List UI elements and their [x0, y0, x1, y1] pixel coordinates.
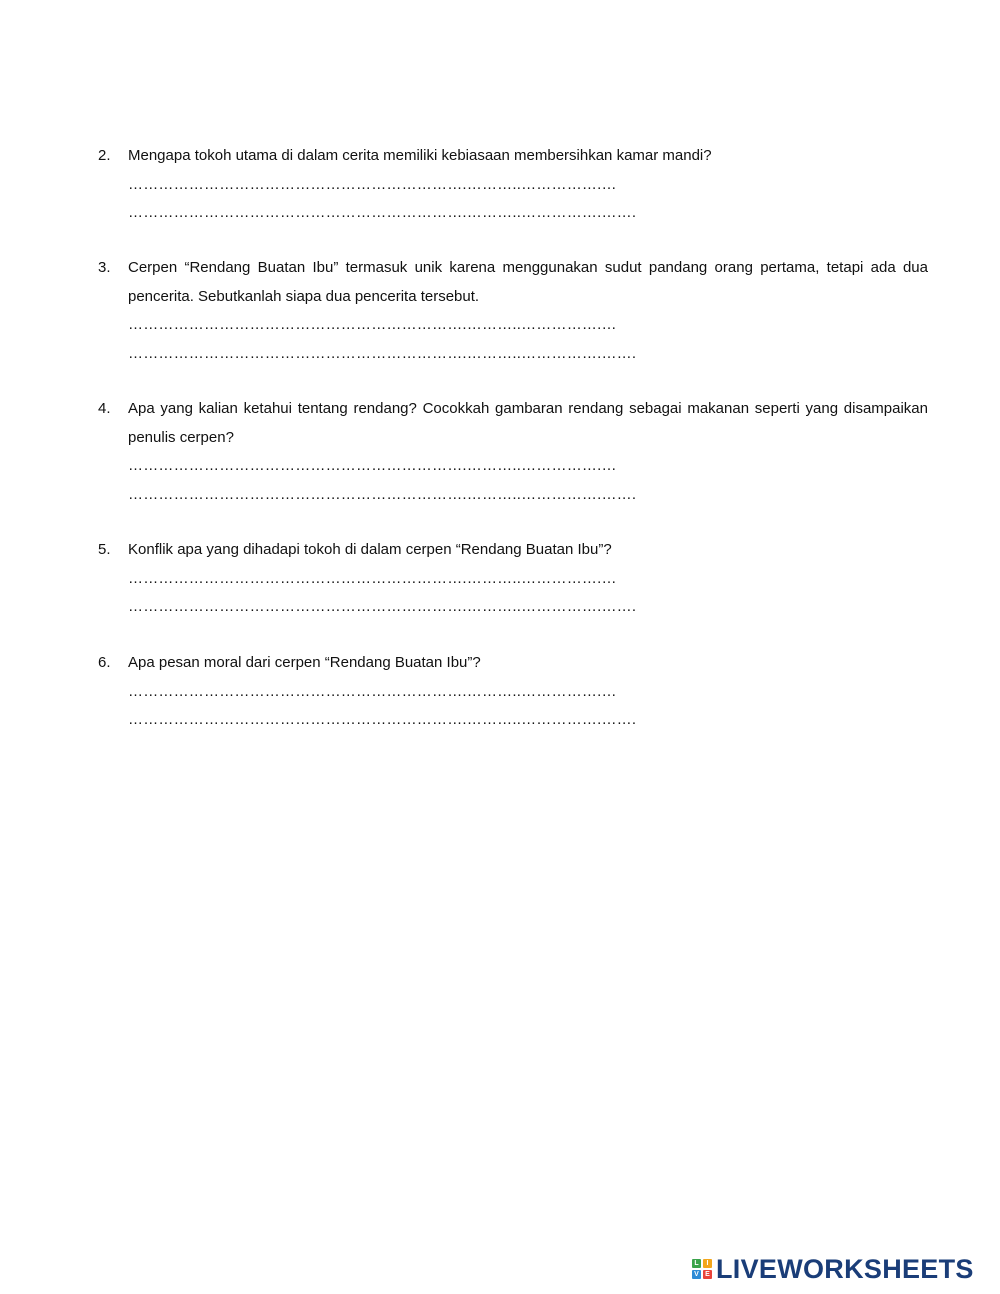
question-number: 6. — [98, 654, 111, 671]
answer-line[interactable]: ………………………………………………………….………..…………….……. — [128, 204, 637, 221]
question-3 — [98, 254, 928, 368]
question-number: 2. — [98, 147, 111, 164]
answer-line[interactable]: ………………………………………………………….………..…………….……. — [128, 711, 637, 728]
question-text: Apa pesan moral dari cerpen “Rendang Buatan Ibu”? — [128, 654, 481, 671]
question-5 — [98, 536, 928, 622]
liveworksheets-brand — [692, 1256, 974, 1282]
answer-line[interactable]: ………………………………………………………….………..…………….……. — [128, 485, 637, 503]
question-text: Apa yang kalian ketahui tentang rendang? Cocokkah gambaran rendang sebagai makanan seperti yang disampaikan penulis cerpen? — [128, 400, 928, 446]
question-text: Mengapa tokoh utama di dalam cerita memiliki kebiasaan membersihkan kamar mandi? — [128, 147, 712, 164]
question-number: 4. — [98, 400, 111, 417]
answer-line[interactable]: ………………………………………………………….………..…………….… — [128, 316, 617, 333]
logo-tile-e: E — [703, 1270, 712, 1279]
question-text: Cerpen “Rendang Buatan Ibu” termasuk unik karena menggunakan sudut pandang orang pertama, tetapi ada dua pencerita. Sebutkanlah siapa dua pencerita tersebut. — [128, 259, 928, 305]
question-number: 5. — [98, 541, 111, 558]
question-4 — [98, 395, 928, 509]
brand-wordmark: LIVEWORKSHEETS — [716, 1254, 974, 1284]
question-6 — [98, 649, 928, 735]
answer-line[interactable]: ………………………………………………………….………..…………….… — [128, 175, 617, 193]
answer-line[interactable]: ………………………………………………………….………..…………….… — [128, 569, 617, 587]
question-number: 3. — [98, 259, 111, 276]
logo-tile-l: L — [692, 1259, 701, 1268]
question-2 — [98, 142, 928, 228]
answer-line[interactable]: ………………………………………………………….………..…………….… — [128, 682, 617, 700]
answer-line[interactable]: ………………………………………………………….………..…………….… — [128, 457, 617, 474]
answer-line[interactable]: ………………………………………………………….………..…………….……. — [128, 598, 637, 615]
answer-line[interactable]: ………………………………………………………….………..…………….……. — [128, 344, 637, 362]
liveworksheets-logo-icon — [692, 1259, 712, 1279]
logo-tile-v: V — [692, 1270, 701, 1279]
question-text: Konflik apa yang dihadapi tokoh di dalam cerpen “Rendang Buatan Ibu”? — [128, 541, 612, 558]
logo-tile-i: I — [703, 1259, 712, 1268]
